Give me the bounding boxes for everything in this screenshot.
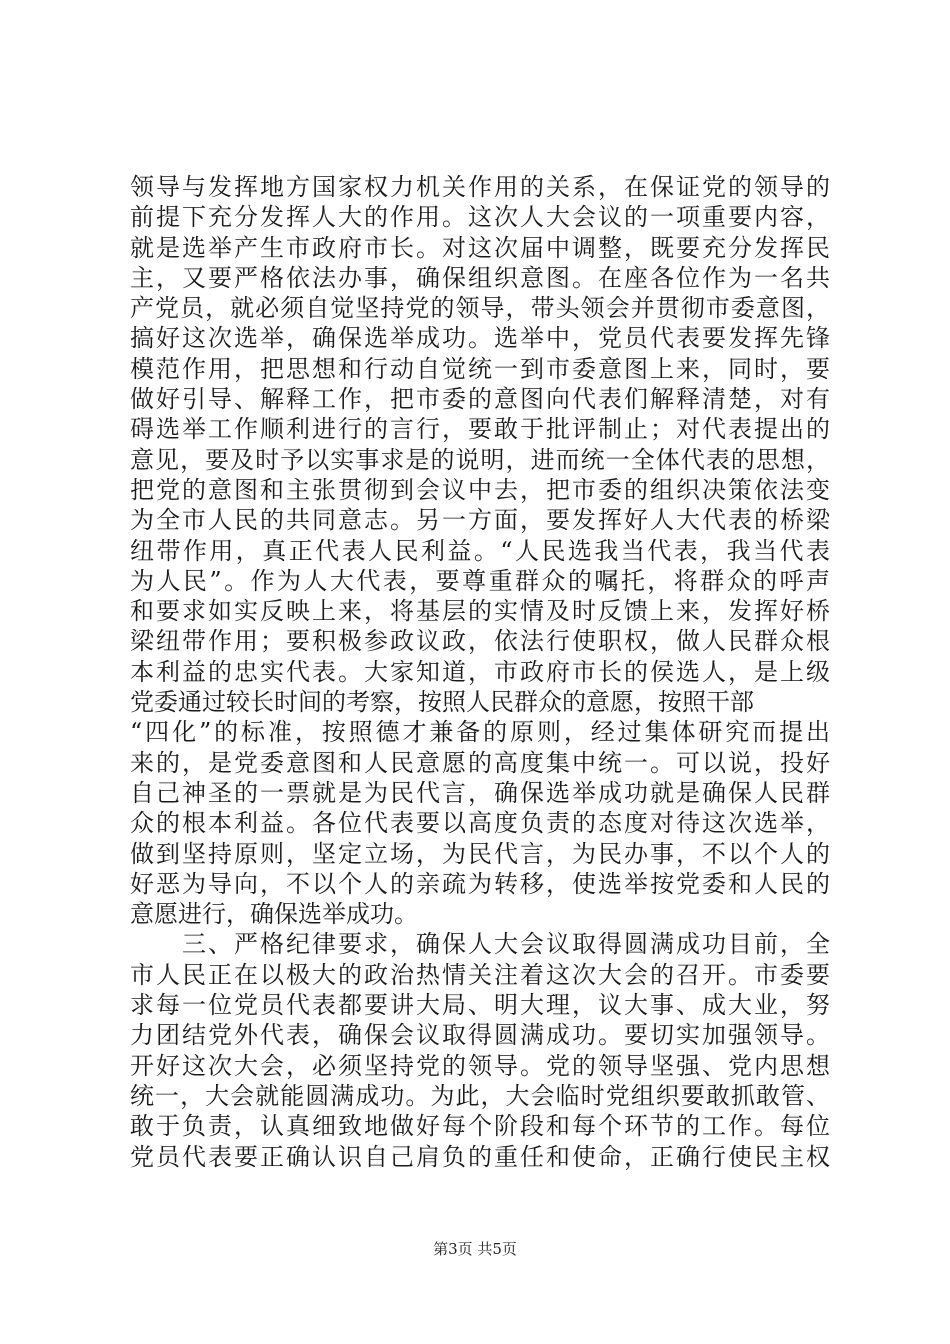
- text-line: 市人民正在以极大的政治热情关注着这次大会的召开。市委要: [130, 960, 830, 989]
- text-line: 梁纽带作用；要积极参政议政，依法行使职权，做人民群众根: [130, 627, 830, 656]
- text-line: 党员代表要正确认识自己肩负的重任和使命，正确行使民主权: [130, 1142, 830, 1171]
- text-line: 前提下充分发挥人大的作用。这次人大会议的一项重要内容，: [130, 203, 830, 232]
- text-line: 统一，大会就能圆满成功。为此，大会临时党组织要敢抓敢管、: [130, 1081, 830, 1110]
- text-line: 求每一位党员代表都要讲大局、明大理，议大事、成大业，努: [130, 991, 830, 1020]
- text-line: 和要求如实反映上来，将基层的实情及时反馈上来，发挥好桥: [130, 597, 830, 626]
- document-body: [130, 172, 830, 1172]
- text-line: “四化”的标准，按照德才兼备的原则，经过集体研究而提出: [130, 718, 830, 747]
- text-line: 力团结党外代表，确保会议取得圆满成功。要切实加强领导。: [130, 1021, 830, 1050]
- text-line: 纽带作用，真正代表人民利益。“人民选我当代表，我当代表: [130, 536, 830, 565]
- text-line: 众的根本利益。各位代表要以高度负责的态度对待这次选举，: [130, 809, 830, 838]
- text-line: 自己神圣的一票就是为民代言，确保选举成功就是确保人民群: [130, 778, 830, 807]
- text-line: 来的，是党委意图和人民意愿的高度集中统一。可以说，投好: [130, 748, 830, 777]
- text-line: 本利益的忠实代表。大家知道，市政府市长的侯选人，是上级: [130, 657, 830, 686]
- section-heading-line: 三、严格纪律要求，确保人大会议取得圆满成功目前，全: [130, 930, 830, 959]
- text-line: 产党员，就必须自觉坚持党的领导，带头领会并贯彻市委意图，: [130, 294, 830, 323]
- text-line: 就是选举产生市政府市长。对这次届中调整，既要充分发挥民: [130, 233, 830, 262]
- text-line: 为人民”。作为人大代表，要尊重群众的嘱托，将群众的呼声: [130, 566, 830, 595]
- text-line: 党委通过较长时间的考察，按照人民群众的意愿，按照干部: [130, 688, 754, 717]
- text-line: 把党的意图和主张贯彻到会议中去，把市委的组织决策依法变: [130, 475, 830, 504]
- text-line: 为全市人民的共同意志。另一方面，要发挥好人大代表的桥梁: [130, 506, 830, 535]
- text-line: 领导与发挥地方国家权力机关作用的关系，在保证党的领导的: [130, 173, 830, 201]
- page-number-footer: 第3页 共5页: [433, 1240, 517, 1258]
- text-line: 开好这次大会，必须坚持党的领导。党的领导坚强、党内思想: [130, 1051, 830, 1080]
- text-line: 搞好这次选举，确保选举成功。选举中，党员代表要发挥先锋: [130, 324, 830, 353]
- text-line: 碍选举工作顺利进行的言行，要敢于批评制止；对代表提出的: [130, 415, 830, 444]
- text-line: 做好引导、解释工作，把市委的意图向代表们解释清楚，对有: [130, 385, 830, 414]
- paragraph-end-line: 意愿进行，确保选举成功。: [130, 900, 418, 929]
- text-line: 意见，要及时予以实事求是的说明，进而统一全体代表的思想，: [130, 445, 830, 474]
- text-line: 模范作用，把思想和行动自觉统一到市委意图上来，同时，要: [130, 354, 830, 383]
- text-line: 敢于负责，认真细致地做好每个阶段和每个环节的工作。每位: [130, 1112, 830, 1141]
- text-line: 做到坚持原则，坚定立场，为民代言，为民办事，不以个人的: [130, 839, 830, 868]
- text-line: 主，又要严格依法办事，确保组织意图。在座各位作为一名共: [130, 263, 830, 292]
- text-line: 好恶为导向，不以个人的亲疏为转移，使选举按党委和人民的: [130, 869, 830, 898]
